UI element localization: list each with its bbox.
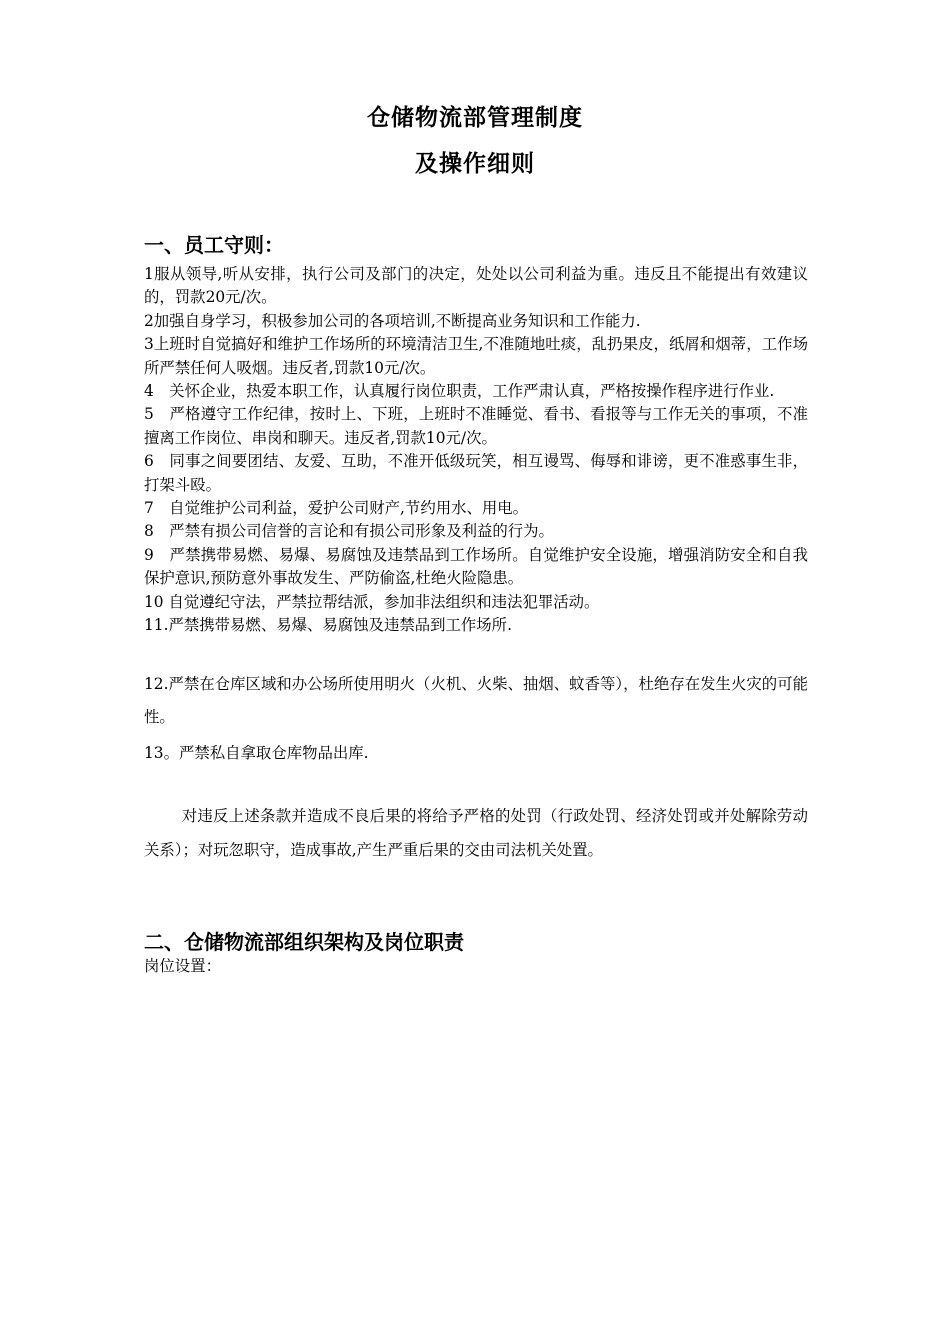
- penalty-paragraph: 对违反上述条款并造成不良后果的将给予严格的处罚（行政处罚、经济处罚或并处解除劳动关系）；对玩忽职守，造成事故,产生严重后果的交由司法机关处置。: [144, 807, 808, 859]
- rule-3: 3上班时自觉搞好和维护工作场所的环境清洁卫生,不准随地吐痰，乱扔果皮，纸屑和烟蒂，工作场所严禁任何人吸烟。违反者,罚款10元/次。: [144, 335, 808, 377]
- document-title-line1: 仓储物流部管理制度: [367, 105, 583, 131]
- rule-6: 6 同事之间要团结、友爱、互助，不准开低级玩笑，相互谩骂、侮辱和诽谤，更不准惑事生非，打架斗殴。: [144, 452, 808, 494]
- rule-5: 5 严格遵守工作纪律，按时上、下班，上班时不准睡觉、看书、看报等与工作无关的事项，不准擅离工作岗位、串岗和聊天。违反者,罚款10元/次。: [144, 405, 808, 447]
- rule-13: 13。严禁私自拿取仓库物品出库.: [144, 744, 369, 762]
- employee-rules-list: [144, 263, 808, 638]
- rule-1: 1服从领导,听从安排，执行公司及部门的决定，处处以公司利益为重。违反且不能提出有效建议的，罚款20元/次。: [144, 265, 808, 307]
- rule-4: 4 关怀企业，热爱本职工作，认真履行岗位职责，工作严肃认真，严格按操作程序进行作业.: [144, 382, 775, 401]
- rule-2: 2加强自身学习，积极参加公司的各项培训,不断提高业务知识和工作能力.: [144, 311, 641, 330]
- rule-7: 7 自觉维护公司利益，爱护公司财产,节约用水、用电。: [144, 499, 529, 518]
- rule-11: 11.严禁携带易燃、易爆、易腐蚀及违禁品到工作场所.: [144, 616, 512, 635]
- document-title-line2: 及操作细则: [415, 151, 535, 177]
- rule-9: 9 严禁携带易燃、易爆、易腐蚀及违禁品到工作场所。自觉维护安全设施，增强消防安全和自我保护意识,预防意外事故发生、严防偷盗,杜绝火险隐患。: [144, 545, 808, 588]
- rule-12: 12.严禁在仓库区域和办公场所使用明火（火机、火柴、抽烟、蚊香等），杜绝存在发生火灾的可能性。: [144, 675, 808, 726]
- section2-heading: 二、仓储物流部组织架构及岗位职责: [144, 930, 464, 954]
- post-setup-label: 岗位设置：: [144, 957, 221, 975]
- rule-8: 8 严禁有损公司信誉的言论和有损公司形象及利益的行为。: [144, 522, 554, 541]
- rule-10: 10 自觉遵纪守法，严禁拉帮结派，参加非法组织和违法犯罪活动。: [144, 592, 600, 611]
- section1-heading: 一、员工守则：: [144, 233, 284, 257]
